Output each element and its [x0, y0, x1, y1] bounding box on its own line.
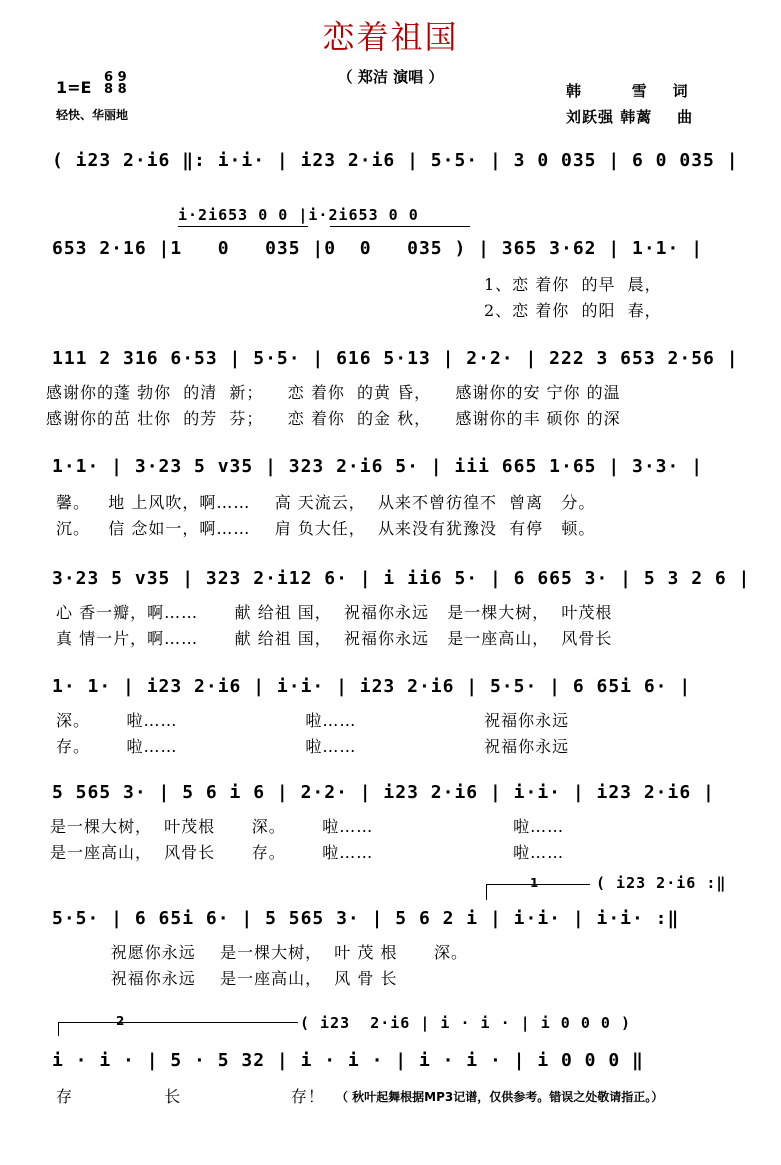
score-ending-alt: i·2i653 0 0 |i·2i653 0 0 [178, 206, 419, 224]
repeat-tail: ( i23 2·i6 :‖ [596, 874, 727, 892]
score-line-5: 3·23 5 v35 | 323 2·i12 6· | i ii6 5· | 6 665 3· | 5 3 2 6 | [52, 568, 751, 589]
score-line-1: ( i23 2·i6 ‖: i·i· | i23 2·i6 | 5·5· | 3 0 035 | 6 0 035 | [52, 150, 739, 171]
singer-credit: （ 郑洁 演唱 ） [337, 68, 444, 86]
lyric-line: 是一棵大树， 叶茂根 深。 啦…… 啦…… [50, 817, 565, 836]
volta-bracket-2 [58, 1022, 298, 1023]
time-signature: 6 9 8 8 [104, 70, 127, 97]
key-signature: 1=E [56, 78, 92, 97]
lyric-line: 2、恋 着你 的阳 春， [484, 301, 662, 320]
volta-bracket-1-start [486, 884, 487, 900]
lyric-line: 馨。 地 上风吹，啊…… 高 天流云， 从来不曾彷徨不 曾离 分。 [56, 493, 596, 512]
score-line-4: 1·1· | 3·23 5 v35 | 323 2·i6 5· | iii 665 1·65 | 3·3· | [52, 456, 704, 477]
volta-bracket-2-start [58, 1022, 59, 1036]
coda-tail: ( i23 2·i6 | i · i · | i 0 0 0 ) [300, 1014, 632, 1032]
lyric-line: 感谢你的茁 壮你 的芳 芬； 恋 着你 的金 秋， 感谢你的丰 硕你 的深 [46, 409, 621, 428]
score-line-7: 5 565 3· | 5 6 i 6 | 2·2· | i23 2·i6 | i·i· | i23 2·i6 | [52, 782, 715, 803]
ending-beam [330, 226, 470, 227]
lyricist-credit: 韩 雪 词 [566, 82, 689, 100]
lyric-line: 沉。 信 念如一，啊…… 肩 负大任， 从来没有犹豫没 有停 顿。 [56, 519, 596, 538]
volta-number: 2 [116, 1014, 125, 1028]
lyric-line: 存 长 存！ [56, 1087, 325, 1106]
transcription-note: （ 秋叶起舞根据MP3记谱，仅供参考。错误之处敬请指正。） [336, 1090, 664, 1104]
score-line-2: 653 2·16 |1 0 035 |0 0 035 ) | 365 3·62 | 1·1· | [52, 238, 704, 259]
lyric-line: 感谢你的蓬 勃你 的清 新； 恋 着你 的黄 昏， 感谢你的安 宁你 的温 [46, 383, 621, 402]
tempo-marking: 轻快、华丽地 [56, 108, 129, 122]
ending-beam [178, 226, 308, 227]
lyric-line: 1、恋 着你 的早 晨， [484, 275, 662, 294]
lyric-line: 心 香一瓣，啊…… 献 给祖 国， 祝福你永远 是一棵大树， 叶茂根 [56, 603, 613, 622]
song-title: 恋着祖国 [322, 18, 459, 56]
volta-number: 1 [530, 876, 539, 890]
composer-credit: 刘跃强 韩蓠 曲 [566, 108, 694, 126]
score-line-3: 111 2 316 6·53 | 5·5· | 616 5·13 | 2·2· | 222 3 653 2·56 | [52, 348, 739, 369]
lyric-line: 真 情一片，啊…… 献 给祖 国， 祝福你永远 是一座高山， 风骨长 [56, 629, 613, 648]
lyric-line: 祝愿你永远 是一棵大树， 叶 茂 根 深。 [56, 943, 468, 962]
lyric-line: 祝福你永远 是一座高山， 风 骨 长 [56, 969, 398, 988]
score-line-9: i · i · | 5 · 5 32 | i · i · | i · i · | i 0 0 0 ‖ [52, 1050, 644, 1071]
lyric-line: 深。 啦…… 啦…… 祝福你永远 [56, 711, 570, 730]
score-line-8: 5·5· | 6 65i 6· | 5 565 3· | 5 6 2 i | i·i· | i·i· :‖ [52, 908, 680, 929]
lyric-line: 存。 啦…… 啦…… 祝福你永远 [56, 737, 570, 756]
lyric-line: 是一座高山， 风骨长 存。 啦…… 啦…… [50, 843, 565, 862]
score-line-6: 1· 1· | i23 2·i6 | i·i· | i23 2·i6 | 5·5· | 6 65i 6· | [52, 676, 692, 697]
